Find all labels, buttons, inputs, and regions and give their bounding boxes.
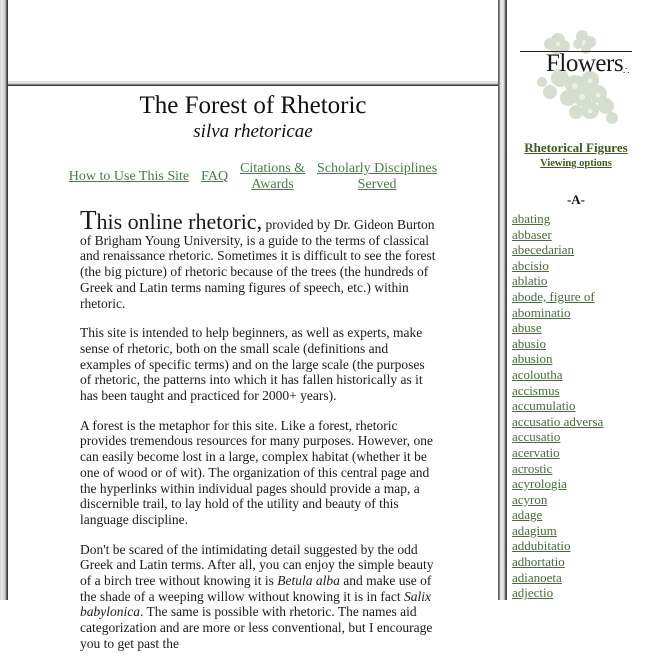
term-list-item [512,258,603,274]
term-list-item [512,305,603,321]
term-list-item [512,445,603,461]
term-list-item [512,242,603,258]
intro-dropcap: T [80,205,97,235]
term-link[interactable]: adagium [512,522,557,538]
page-subtitle: silva rhetoricae [193,121,313,142]
nav-link-disciplines-line1: Scholarly Disciplines [317,161,438,176]
term-link[interactable]: accusatio [512,429,561,445]
intro-text: provided by Dr. Gideon Burton of Brigham Young University, is a guide to the terms of classical and renaissance rhetoric. Sometimes it is difficult to see the forest (the big picture) of rhetoric because of the trees (the hundreds of Greek and Latin terms naming figures of speech, etc.) within rhetoric. [80,217,436,311]
term-list-item [512,383,603,399]
nav-link-citations-line2: Awards [251,177,294,192]
term-link[interactable]: adhortatio [512,554,565,570]
intro-paragraph [80,205,436,311]
nav-link-how-to-use[interactable]: How to Use This Site [68,169,190,184]
term-list [512,211,603,601]
flowers-logo[interactable] [520,30,632,130]
term-link[interactable]: adage [512,507,543,523]
page-title: The Forest of Rhetoric [139,92,367,119]
top-frame [8,0,498,81]
term-list-item [512,398,603,414]
term-list-item [512,523,603,539]
term-link[interactable]: accumulatio [512,398,576,414]
term-link[interactable]: abusion [512,351,553,367]
term-list-item [512,507,603,523]
nav-link-citations-line1: Citations & [240,161,306,176]
term-link[interactable]: adjectio [512,585,554,601]
term-link[interactable]: acyron [512,491,548,507]
term-link[interactable]: abbaser [512,226,552,242]
term-list-item [512,429,603,445]
logo-text: Flowers [546,50,624,77]
frame-splitter-vertical[interactable] [498,0,507,600]
sidebar-frame [507,0,638,600]
nav-link-disciplines-line2: Served [357,177,397,192]
term-link[interactable]: abode, figure of [512,288,595,304]
term-link[interactable]: adianoeta [512,569,562,585]
paragraph-purpose: This site is intended to help beginners, as well as experts, make sense of rhetoric, both on the small scale (definitions and examples of specific terms) and on the large scale (the purposes of rhetoric, the patterns into which it has fallen historically as it has been taught and practiced for 2000+ years). [80,325,425,404]
term-list-item [512,351,603,367]
logo-dots-icon: ∴ [623,66,630,77]
paragraph-metaphor: A forest is the metaphor for this site. Like a forest, rhetoric provides tremendous resources for many purposes. However, one can easily become lost in a large, complex habitat (whether it be one of wood or of wit). The organization of this central page and the hyperlinks within individual pages should provide a map, a discernible trail, to lay hold of the utility and beauty of this language discipline. [80,417,433,527]
term-list-item [512,211,603,227]
term-list-item [512,336,603,352]
term-link[interactable]: abecedarian [512,242,575,258]
term-list-item [512,414,603,430]
viewing-options-link[interactable]: Viewing options [540,158,612,169]
term-link[interactable]: acoloutha [512,366,563,382]
paragraph-terms-part2: and make use of the shade of a weeping willow without knowing it is in fact [80,573,432,604]
term-list-item [512,320,603,336]
term-list-item [512,461,603,477]
term-list-item [512,538,603,554]
term-link[interactable]: abominatio [512,304,571,320]
term-list-item [512,273,603,289]
top-nav [63,161,443,193]
term-list-item [512,367,603,383]
term-list-item [512,476,603,492]
frame-border-left[interactable] [0,0,8,600]
latin-salix: Salix babylonica [80,588,431,620]
term-link[interactable]: acervatio [512,444,560,460]
term-list-item [512,554,603,570]
rhetorical-figures-link[interactable]: Rhetorical Figures [524,140,628,155]
main-frame [8,86,498,651]
term-link[interactable]: accismus [512,382,560,398]
term-list-item [512,585,603,601]
nav-link-citations-awards[interactable] [240,161,305,192]
term-link[interactable]: acyrologia [512,476,567,492]
intro-lead: his online rhetoric, [96,209,263,234]
nav-link-scholarly-disciplines[interactable] [317,161,437,192]
term-link[interactable]: abating [512,211,551,226]
term-list-item [512,289,603,305]
intro-content [80,205,436,666]
paragraph-terms-part1: Don't be scared of the intimidating detail suggested by the odd Greek and Latin terms. After all, you can enjoy the simple beauty of a birch tree without knowing it is [80,541,434,589]
latin-betula: Betula alba [277,573,340,589]
term-list-item [512,227,603,243]
term-link[interactable]: abusio [512,335,546,351]
nav-link-faq[interactable]: FAQ [201,169,229,184]
paragraph-terms [80,542,436,652]
term-link[interactable]: ablatio [512,273,548,289]
term-list-item [512,492,603,508]
letter-heading: -A- [566,192,586,207]
term-link[interactable]: addubitatio [512,538,571,554]
paragraph-terms-part3: . The same is possible with rhetoric. The names aid categorization and are more or less conventional, but I encourage you to get past the [80,604,433,651]
term-link[interactable]: acrostic [512,460,553,476]
term-link[interactable]: abuse [512,320,542,336]
term-link[interactable]: accusatio adversa [512,413,604,429]
term-list-item [512,570,603,586]
flowers-illustration [520,30,632,130]
term-link[interactable]: abcisio [512,257,549,273]
